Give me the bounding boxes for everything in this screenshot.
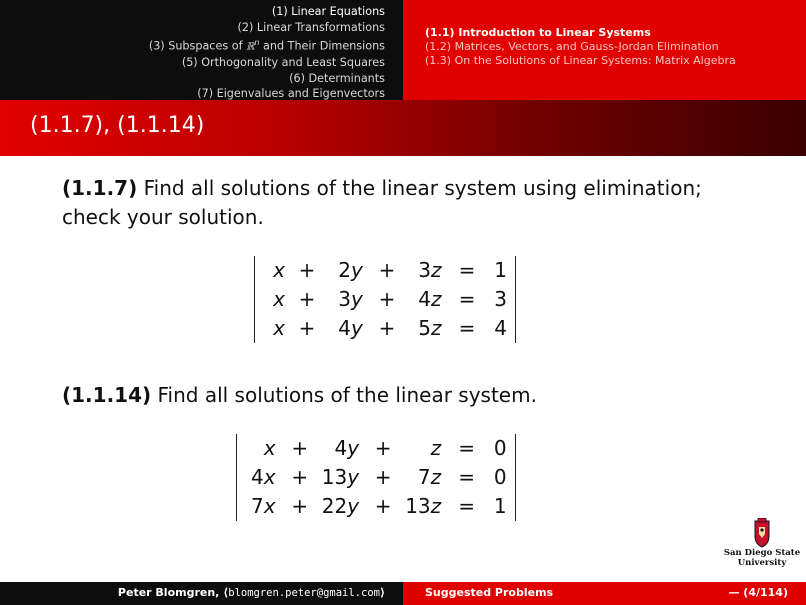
equation-row — [265, 256, 507, 285]
coef-cell: 13 — [321, 465, 348, 489]
section-item-linear-transformations[interactable]: (2) Linear Transformations — [237, 20, 385, 34]
coef-cell: 4 — [418, 287, 431, 311]
variable-cell: z — [430, 465, 442, 489]
email-close-bracket: ⟩ — [379, 586, 385, 599]
rhs-cell: 1 — [494, 258, 507, 282]
section-item-orthogonality[interactable]: (5) Orthogonality and Least Squares — [181, 56, 385, 70]
equals-cell: = — [458, 258, 476, 282]
equals-cell: = — [458, 436, 476, 460]
rhs-cell: 3 — [494, 287, 507, 311]
coef-cell: 4 — [338, 316, 351, 340]
footer-section-panel — [403, 582, 806, 605]
subsection-nav — [403, 0, 806, 100]
coef-cell: 13 — [405, 494, 431, 518]
variable-cell: z — [431, 258, 442, 282]
operator-cell: + — [298, 258, 316, 282]
operator-cell: + — [378, 258, 396, 282]
operator-cell: + — [378, 287, 396, 311]
coef-cell: 3 — [338, 287, 351, 311]
equation-row — [251, 463, 507, 492]
variable-cell: z — [430, 436, 442, 460]
shield-icon — [722, 518, 802, 548]
operator-cell: + — [298, 316, 316, 340]
problem-1-number: (1.1.7) — [62, 176, 138, 200]
rhs-cell: 0 — [493, 465, 507, 489]
equation-row — [265, 314, 507, 343]
coef-cell: 4 — [334, 436, 348, 460]
header — [0, 0, 806, 100]
logo-line-2: University — [737, 558, 787, 568]
university-logo — [722, 518, 802, 574]
frame-title-bar — [0, 100, 806, 156]
variable-cell: y — [351, 258, 363, 282]
coef-cell: 5 — [418, 316, 431, 340]
author-email: blomgren.peter@gmail.com — [228, 587, 380, 599]
operator-cell: + — [291, 436, 309, 460]
subsection-item-matrix-algebra[interactable]: (1.3) On the Solutions of Linear Systems: Matrix Algebra — [425, 54, 736, 67]
variable-cell: y — [351, 316, 363, 340]
section-item-subspaces[interactable] — [149, 35, 385, 55]
section-item-subspaces-post: and Their Dimensions — [259, 39, 385, 53]
variable-cell: y — [347, 494, 360, 518]
problem-1-statement — [62, 174, 762, 232]
variable-cell: z — [431, 316, 442, 340]
coef-cell: x — [273, 287, 285, 311]
coef-cell: 3 — [418, 258, 431, 282]
footer-section-title: Suggested Problems — [425, 586, 554, 599]
problem-2-text: Find all solutions of the linear system. — [151, 383, 537, 407]
variable-cell: y — [347, 465, 360, 489]
subsection-item-gauss-jordan[interactable]: (1.2) Matrices, Vectors, and Gauss-Jordan Elimination — [425, 40, 719, 53]
subsection-item-intro-linear-systems[interactable]: (1.1) Introduction to Linear Systems — [425, 26, 651, 39]
coef-cell: 22 — [321, 494, 348, 518]
operator-cell: + — [374, 465, 392, 489]
operator-cell: + — [374, 436, 392, 460]
real-numbers-symbol: ℝ — [246, 41, 255, 53]
equation-row — [265, 285, 507, 314]
equals-cell: = — [458, 287, 476, 311]
footer-author — [118, 586, 385, 599]
email-open-bracket: ⟨ — [223, 586, 229, 599]
system-1-table — [265, 256, 507, 343]
variable-cell: x — [263, 465, 276, 489]
operator-cell: + — [374, 494, 392, 518]
operator-cell: + — [378, 316, 396, 340]
linear-system-2 — [236, 434, 516, 521]
coef-cell: 2 — [338, 258, 351, 282]
operator-cell: + — [291, 494, 309, 518]
variable-cell: z — [431, 287, 442, 311]
variable-cell: x — [263, 494, 276, 518]
footer-author-panel — [0, 582, 403, 605]
section-item-subspaces-pre: (3) Subspaces of — [148, 39, 247, 53]
problem-1-text: Find all solutions of the linear system using elimination; check your solution. — [62, 176, 702, 229]
section-item-determinants[interactable]: (6) Determinants — [289, 71, 385, 85]
section-nav — [0, 0, 403, 100]
coef-cell: x — [273, 258, 285, 282]
coef-cell — [251, 434, 264, 463]
system-2-table — [251, 434, 507, 521]
rhs-cell: 1 — [493, 494, 507, 518]
author-name: Peter Blomgren, — [117, 586, 220, 599]
problem-2-number: (1.1.14) — [62, 383, 152, 407]
operator-cell: + — [291, 465, 309, 489]
university-logo-text — [722, 548, 802, 568]
coef-cell: 7 — [417, 465, 431, 489]
equals-cell: = — [458, 316, 476, 340]
coef-cell: 7 — [251, 494, 264, 518]
coef-cell — [405, 434, 430, 463]
variable-cell: z — [430, 494, 442, 518]
footer — [0, 582, 806, 605]
equation-row — [251, 492, 507, 521]
superscript-n: n — [254, 38, 260, 47]
equals-cell: = — [458, 494, 476, 518]
coef-cell: 4 — [251, 465, 264, 489]
logo-line-1: San Diego State — [723, 548, 801, 558]
variable-cell: y — [351, 287, 363, 311]
linear-system-1 — [254, 256, 516, 343]
page-title: (1.1.7), (1.1.14) — [30, 113, 205, 138]
section-item-linear-equations[interactable]: (1) Linear Equations — [271, 5, 385, 18]
coef-cell: x — [273, 316, 285, 340]
operator-cell: + — [298, 287, 316, 311]
variable-cell: y — [347, 436, 360, 460]
equation-row — [251, 434, 507, 463]
page-number: — (4/114) — [728, 586, 788, 599]
section-item-eigenvalues[interactable]: (7) Eigenvalues and Eigenvectors — [197, 87, 385, 101]
equals-cell: = — [458, 465, 476, 489]
rhs-cell: 0 — [493, 436, 507, 460]
problem-2-statement — [62, 381, 762, 410]
rhs-cell: 4 — [494, 316, 507, 340]
variable-cell: x — [263, 436, 276, 460]
